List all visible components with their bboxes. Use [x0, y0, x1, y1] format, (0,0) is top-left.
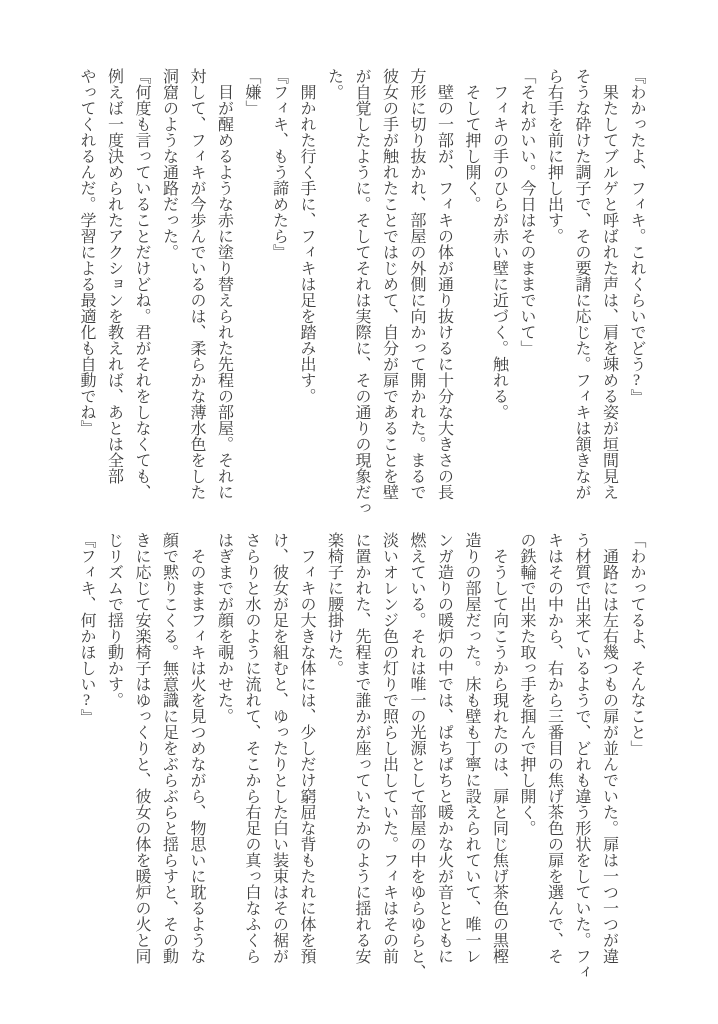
text-line: そして押し開く。	[463, 68, 480, 212]
text-line: 方形に切り抜かれ、部屋の外側に向かって開かれた。まるで	[408, 68, 425, 500]
text-line: 「それがいい。今日はそのままでいて」	[518, 68, 535, 356]
text-line: 果たしてブルゲと呼ばれた声は、肩を竦める姿が垣間見え	[600, 68, 618, 500]
text-line: 楽椅子に腰掛けた。	[325, 532, 343, 676]
text-line: やってくれるんだ。学習による最適化も自動でね』	[78, 68, 95, 436]
text-line: 通路には左右幾つもの扉が並んでいた。扉は一つ一つが違	[600, 532, 618, 964]
text-line: 燃えている。それは唯一の光源として部屋の中をゆらゆらと、	[408, 532, 425, 980]
text-line: そのままフィキは火を見つめながら、物思いに耽るような	[188, 532, 205, 964]
text-line: 造りの部屋だった。床も壁も丁寧に設えられていて、唯一レ	[463, 532, 480, 964]
text-line: 『わかったよ、フィキ。これくらいでどう?』	[628, 68, 645, 405]
text-line: の鉄輪で出来た取っ手を掴んで押し開く。	[518, 532, 535, 836]
text-line: 開かれた行く手に、フィキは足を踏み出す。	[298, 68, 315, 404]
text-line: 「嫌」	[243, 68, 260, 116]
text-line: さらりと水のように流れて、そこから右足の真っ白なふくら	[243, 532, 260, 964]
text-line: 壁の一部が、フィキの体が通り抜けるに十分な大きさの長	[435, 68, 453, 500]
text-line: はぎまでが顔を覗かせた。	[215, 532, 233, 724]
text-line: が自覚したように。そしてそれは実際に、その通りの現象だっ	[353, 68, 370, 516]
text-line: 彼女の手が触れたことではじめて、自分が扉であることを壁	[380, 68, 398, 500]
text-line: ンガ造りの暖炉の中では、ぱちぱちと暖かな火が音とともに	[435, 532, 453, 964]
text-line: フィキの大きな体には、少しだけ窮屈な背もたれに体を預	[298, 532, 315, 964]
text-line: に置かれた、先程まで誰かが座っていたかのように揺れる安	[353, 532, 370, 964]
text-line: 例えば一度決められたアクションを教えれば、あとは全部	[105, 68, 123, 484]
text-block-top	[69, 68, 650, 523]
text-line: きに応じて安楽椅子はゆっくりと、彼女の体を暖炉の火と同	[133, 532, 150, 964]
text-line: 『何度も言っていることだけどね。君がそれをしなくても、	[133, 68, 150, 500]
text-line: 淡いオレンジ色の灯りで照らし出していた。フィキはその前	[380, 532, 398, 964]
text-line: 洞窟のような通路だった。	[160, 68, 178, 260]
text-line: フィキの手のひらが赤い壁に近づく。触れる。	[490, 68, 508, 420]
text-block-bottom	[69, 532, 650, 987]
text-line: キはその中から、右から三番目の焦げ茶色の扉を選んで、そ	[545, 532, 563, 964]
text-line: 対して、フィキが今歩んでいるのは、柔らかな薄水色をした	[188, 68, 205, 500]
text-line: 『フィキ、何かほしい?』	[78, 532, 95, 725]
text-line: そうして向こうから現れたのは、扉と同じ焦げ茶色の黒樫	[490, 532, 508, 964]
text-line: ら右手を前に押し出す。	[545, 68, 563, 244]
text-line: う材質で出来ているようで、どれも違う形状をしていた。フィ	[573, 532, 590, 980]
text-line: 目が醒めるような赤に塗り替えられた先程の部屋。それに	[215, 68, 233, 500]
text-line: け、彼女が足を組むと、ゆったりとした白い装束はその裾が	[270, 532, 288, 964]
text-line: 「わかってるよ、そんなこと」	[628, 532, 645, 756]
text-line: 『フィキ、もう諦めたら』	[270, 68, 288, 260]
text-line: じリズムで揺り動かす。	[105, 532, 123, 708]
text-line: そうな砕けた調子で、その要請に応じた。フィキは頷きなが	[573, 68, 590, 500]
text-line: た。	[325, 68, 343, 100]
text-line: 顔で黙りこくる。無意識に足をぶらぶらと揺らすと、その動	[160, 532, 178, 964]
